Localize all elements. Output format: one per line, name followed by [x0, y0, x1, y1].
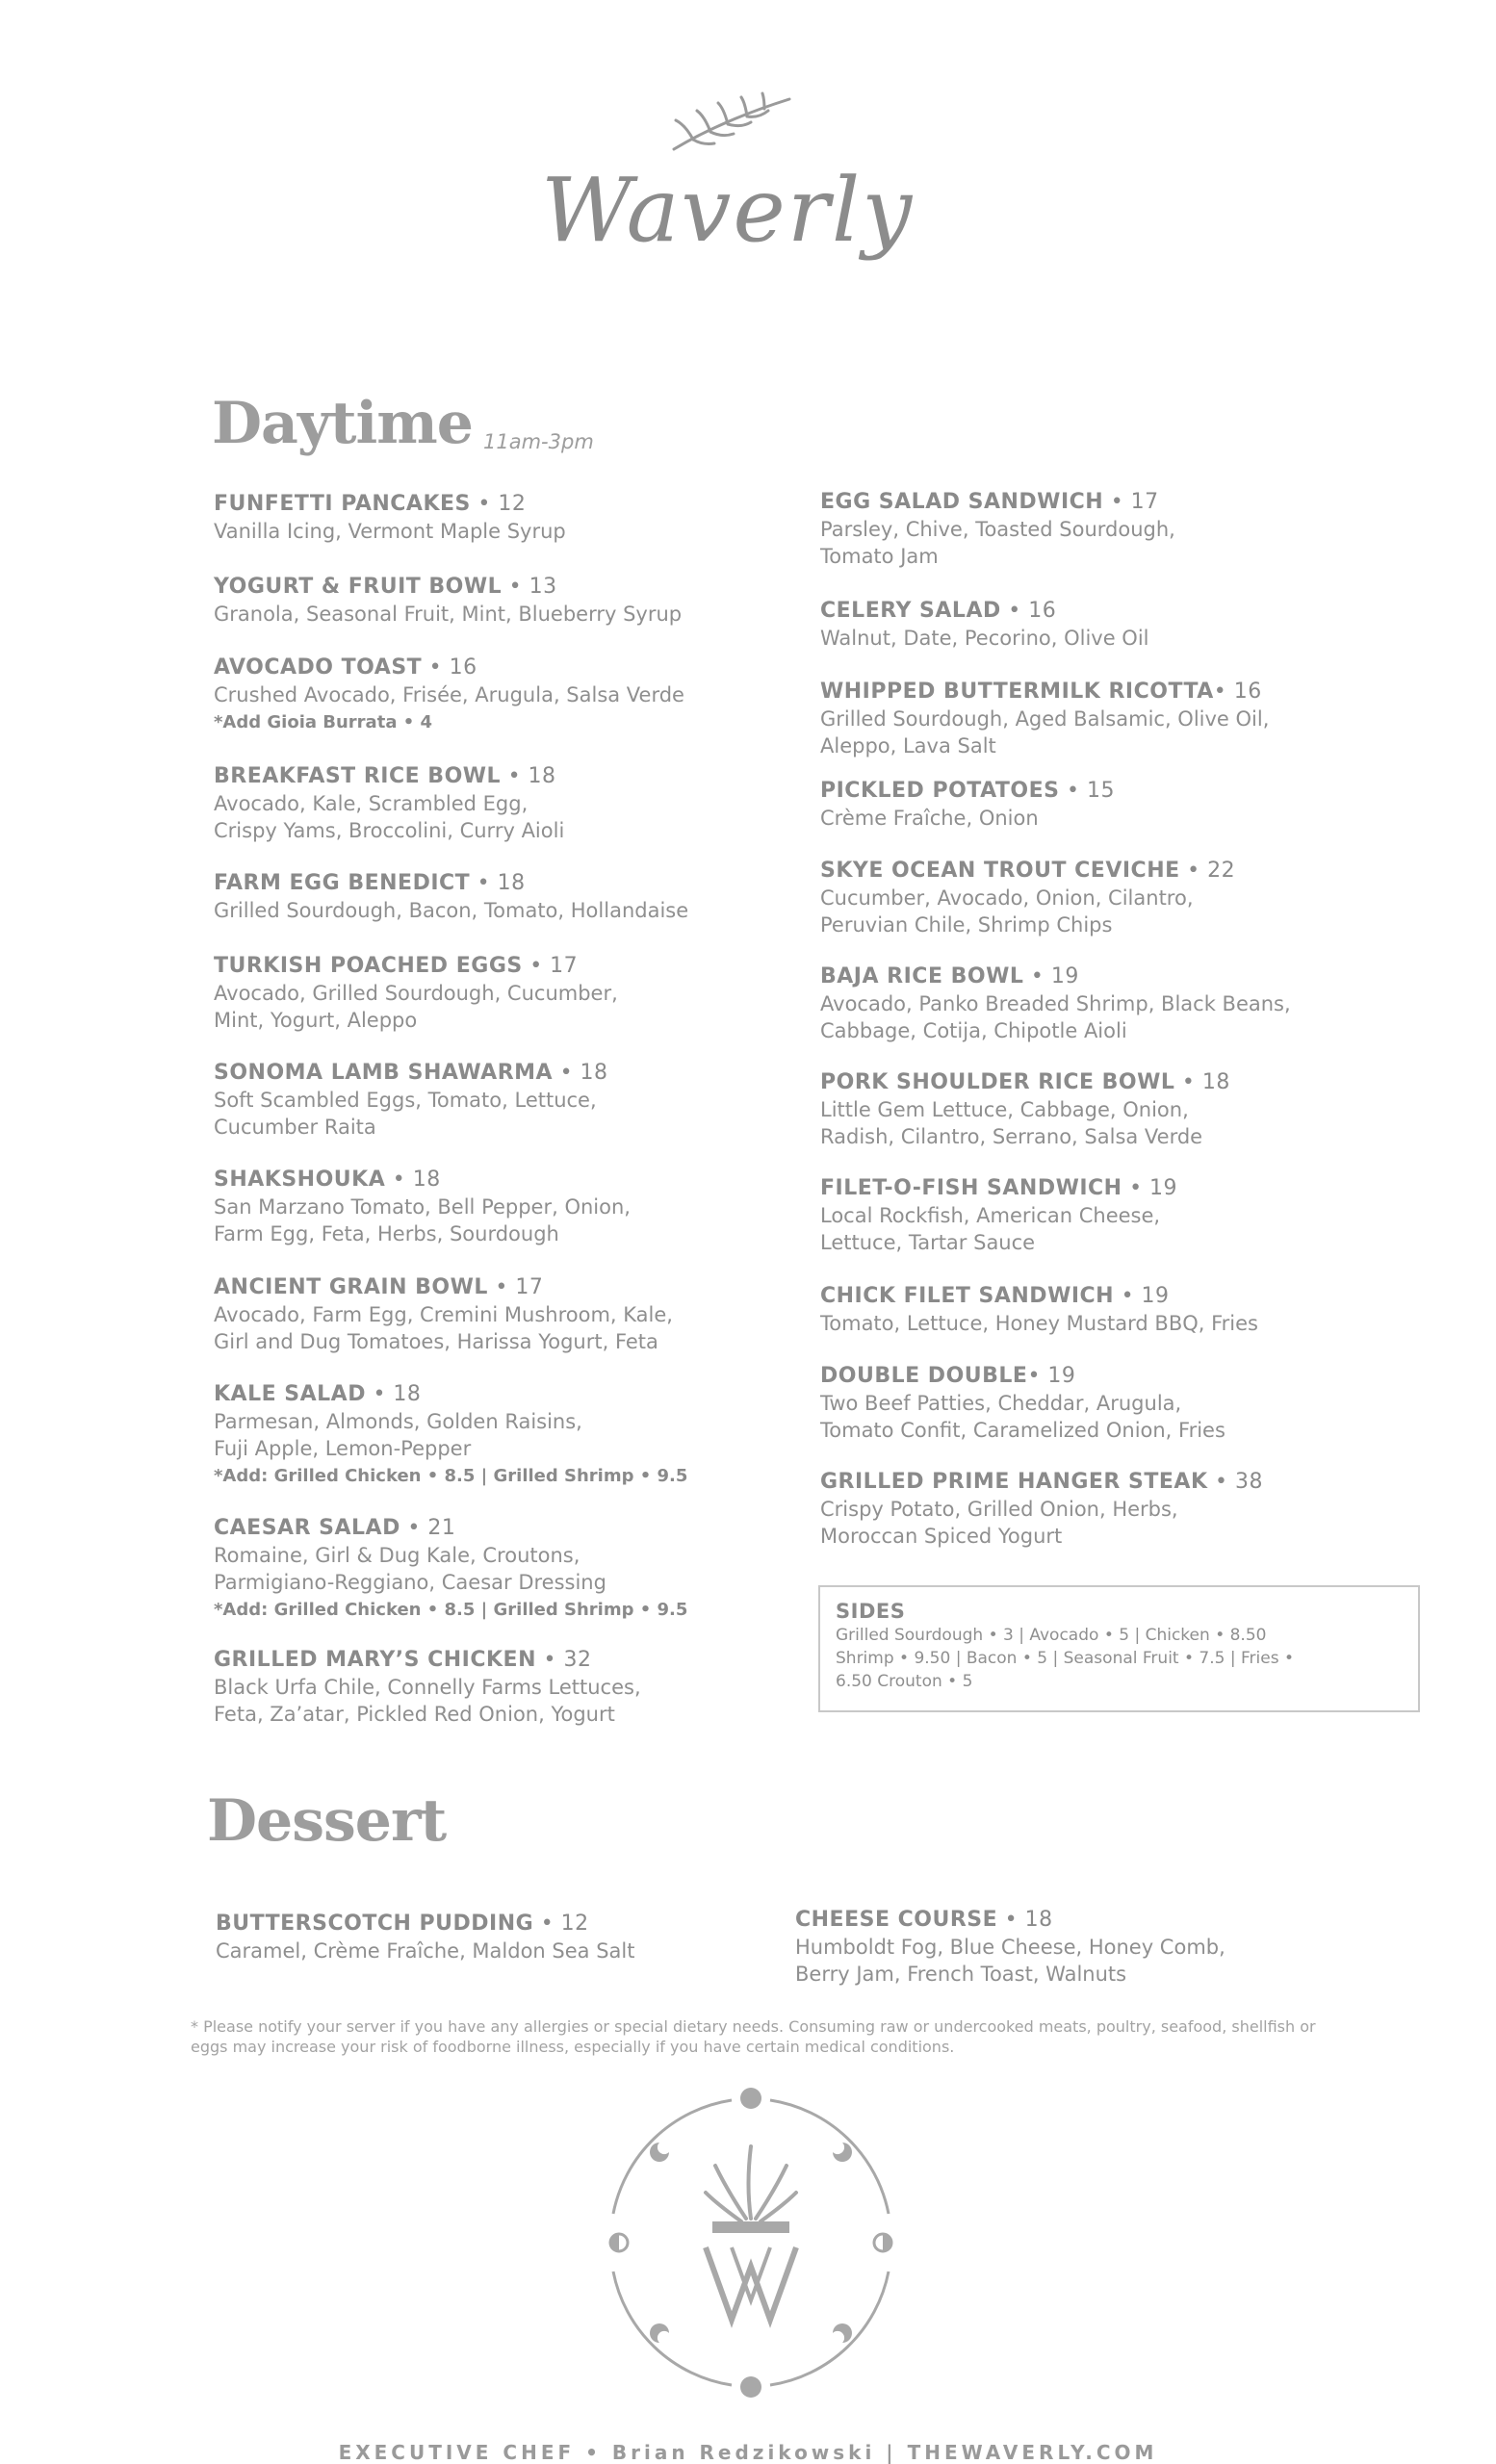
menu-item	[820, 679, 1436, 759]
menu-item	[820, 1283, 1436, 1337]
item-description: Avocado, Farm Egg, Cremini Mushroom, Kale,	[214, 1303, 673, 1326]
menu-item	[820, 1175, 1436, 1256]
item-price: • 32	[536, 1648, 592, 1672]
item-name: BREAKFAST RICE BOWL	[214, 764, 502, 788]
item-price: • 18	[553, 1061, 608, 1085]
item-description: Granola, Seasonal Fruit, Mint, Blueberry Syrup	[214, 603, 683, 626]
item-description: San Marzano Tomato, Bell Pepper, Onion,	[214, 1195, 631, 1219]
item-description: Cucumber Raita	[214, 1116, 376, 1139]
item-description: Avocado, Grilled Sourdough, Cucumber,	[214, 982, 618, 1005]
item-description: Farm Egg, Feta, Herbs, Sourdough	[214, 1222, 559, 1245]
item-description: Little Gem Lettuce, Cabbage, Onion,	[820, 1098, 1189, 1121]
allergy-notice: * Please notify your server if you have any allergies or special dietary needs. Consuming raw or undercooked meats, poultry, seafood, shellfish or eggs may increase your risk of foodborne illness, especially if you have certain medical conditions.	[191, 2017, 1316, 2056]
item-description: Crispy Yams, Broccolini, Curry Aioli	[214, 819, 565, 842]
menu-item	[820, 598, 1436, 652]
item-name: AVOCADO TOAST	[214, 655, 423, 680]
sides-box	[818, 1585, 1420, 1712]
item-price: • 22	[1179, 859, 1236, 883]
item-description: Humboldt Fog, Blue Cheese, Honey Comb,	[795, 1936, 1225, 1959]
item-name: YOGURT & FRUIT BOWL	[214, 575, 503, 599]
item-price: • 17	[487, 1275, 544, 1299]
item-description: Radish, Cilantro, Serrano, Salsa Verde	[820, 1125, 1203, 1148]
item-price: • 15	[1059, 779, 1115, 803]
menu-item	[820, 1069, 1436, 1150]
item-description: Tomato Jam	[820, 545, 939, 568]
item-name: EGG SALAD SANDWICH	[820, 490, 1104, 514]
item-description: Grilled Sourdough, Aged Balsamic, Olive Oil,	[820, 707, 1270, 731]
menu-item	[820, 778, 1436, 832]
item-addon: *Add Gioia Burrata • 4	[214, 712, 433, 732]
menu-item	[214, 1515, 830, 1625]
item-price: • 38	[1207, 1470, 1263, 1494]
item-price: • 19	[1027, 1364, 1076, 1388]
brand-wordmark: Waverly	[541, 159, 915, 262]
item-name: CHEESE COURSE	[795, 1908, 998, 1932]
menu-item	[214, 870, 830, 924]
menu-item	[214, 491, 830, 545]
menu-item	[214, 574, 830, 628]
item-description: Caramel, Crème Fraîche, Maldon Sea Salt	[216, 1939, 635, 1963]
item-name: FILET-O-FISH SANDWICH	[820, 1176, 1122, 1200]
menu-item	[820, 858, 1436, 938]
item-price: • 18	[365, 1382, 422, 1406]
item-description: Walnut, Date, Pecorino, Olive Oil	[820, 627, 1149, 650]
menu-item	[820, 1469, 1436, 1550]
menu-item	[820, 1363, 1436, 1444]
item-price: • 18	[501, 764, 556, 788]
item-name: WHIPPED BUTTERMILK RICOTTA	[820, 680, 1214, 704]
menu-item	[214, 1381, 830, 1491]
menu-item	[214, 953, 830, 1034]
item-description: Tomato, Lettuce, Honey Mustard BBQ, Fries	[820, 1312, 1258, 1335]
menu-item	[214, 1647, 830, 1728]
item-description: Peruvian Chile, Shrimp Chips	[820, 913, 1113, 937]
menu-item	[214, 763, 830, 844]
item-name: SHAKSHOUKA	[214, 1168, 386, 1192]
item-description: Berry Jam, French Toast, Walnuts	[795, 1963, 1127, 1986]
item-description: Crushed Avocado, Frisée, Arugula, Salsa Verde	[214, 683, 684, 706]
item-price: • 19	[1114, 1284, 1170, 1308]
daytime-title: Daytime	[212, 390, 473, 457]
dessert-title: Dessert	[207, 1787, 447, 1855]
item-description: Black Urfa Chile, Connelly Farms Lettuces,	[214, 1676, 641, 1699]
item-price: • 21	[400, 1516, 456, 1540]
menu-item	[820, 963, 1436, 1044]
footer-credits: EXECUTIVE CHEF • Brian Redzikowski | THEWAVERLY.COM	[338, 2441, 1158, 2464]
item-description: Cabbage, Cotija, Chipotle Aioli	[820, 1019, 1127, 1042]
item-description: Two Beef Patties, Cheddar, Arugula,	[820, 1392, 1182, 1415]
item-price: • 19	[1122, 1176, 1178, 1200]
item-name: TURKISH POACHED EGGS	[214, 954, 523, 978]
item-description: Crème Fraîche, Onion	[820, 807, 1039, 830]
item-description: Avocado, Panko Breaded Shrimp, Black Beans,	[820, 992, 1291, 1015]
item-name: CELERY SALAD	[820, 599, 1001, 623]
item-name: GRILLED PRIME HANGER STEAK	[820, 1470, 1208, 1494]
menu-item	[216, 1911, 832, 1964]
item-description: Avocado, Kale, Scrambled Egg,	[214, 792, 529, 815]
menu-item	[214, 1060, 830, 1141]
item-description: Vanilla Icing, Vermont Maple Syrup	[214, 520, 566, 543]
item-price: • 18	[385, 1168, 441, 1192]
item-name: BAJA RICE BOWL	[820, 964, 1024, 988]
item-name: CAESAR SALAD	[214, 1516, 400, 1540]
item-description: Moroccan Spiced Yogurt	[820, 1525, 1063, 1548]
item-name: SKYE OCEAN TROUT CEVICHE	[820, 859, 1180, 883]
daytime-hours: 11am-3pm	[483, 430, 594, 453]
sides-line: Grilled Sourdough • 3 | Avocado • 5 | Chicken • 8.50	[836, 1626, 1267, 1645]
moon-phase-ring-emblem-icon	[592, 2079, 910, 2406]
item-description: Tomato Confit, Caramelized Onion, Fries	[820, 1419, 1225, 1442]
item-name: DOUBLE DOUBLE	[820, 1364, 1028, 1388]
item-description: Crispy Potato, Grilled Onion, Herbs,	[820, 1498, 1178, 1521]
item-description: Soft Scambled Eggs, Tomato, Lettuce,	[214, 1089, 597, 1112]
waverly-logo	[520, 91, 915, 303]
sides-line: 6.50 Crouton • 5	[836, 1672, 973, 1691]
item-description: Parmesan, Almonds, Golden Raisins,	[214, 1410, 582, 1433]
item-description: Grilled Sourdough, Bacon, Tomato, Hollandaise	[214, 899, 689, 922]
item-description: Feta, Za’atar, Pickled Red Onion, Yogurt	[214, 1703, 615, 1726]
item-addon: *Add: Grilled Chicken • 8.5 | Grilled Shrimp • 9.5	[214, 1466, 688, 1486]
item-price: • 18	[997, 1908, 1053, 1932]
item-price: • 19	[1023, 964, 1079, 988]
item-description: Girl and Dug Tomatoes, Harissa Yogurt, Feta	[214, 1330, 658, 1353]
item-price: • 16	[1000, 599, 1057, 623]
item-name: FARM EGG BENEDICT	[214, 871, 471, 895]
item-price: • 18	[470, 871, 526, 895]
item-price: • 17	[522, 954, 579, 978]
menu-item	[795, 1907, 1411, 1988]
item-description: Cucumber, Avocado, Onion, Cilantro,	[820, 886, 1194, 910]
item-price: • 16	[1213, 680, 1262, 704]
item-price: • 13	[502, 575, 557, 599]
item-description: Fuji Apple, Lemon-Pepper	[214, 1437, 472, 1460]
menu-item	[214, 1167, 830, 1247]
menu-item	[820, 489, 1436, 570]
item-price: • 18	[1174, 1070, 1230, 1094]
item-description: Lettuce, Tartar Sauce	[820, 1231, 1036, 1254]
item-price: • 16	[422, 655, 477, 680]
item-name: KALE SALAD	[214, 1382, 366, 1406]
sides-title: SIDES	[836, 1600, 906, 1623]
leaf-sprig-icon	[664, 91, 799, 159]
sides-line: Shrimp • 9.50 | Bacon • 5 | Seasonal Fruit • 7.5 | Fries •	[836, 1649, 1294, 1668]
item-name: PICKLED POTATOES	[820, 779, 1060, 803]
item-description: Parmigiano-Reggiano, Caesar Dressing	[214, 1571, 606, 1594]
item-description: Parsley, Chive, Toasted Sourdough,	[820, 518, 1175, 541]
item-name: GRILLED MARY’S CHICKEN	[214, 1648, 536, 1672]
item-name: FUNFETTI PANCAKES	[214, 492, 471, 516]
item-name: ANCIENT GRAIN BOWL	[214, 1275, 488, 1299]
menu-item	[214, 654, 830, 737]
item-price: • 17	[1103, 490, 1159, 514]
menu-item	[214, 1274, 830, 1355]
item-description: Mint, Yogurt, Aleppo	[214, 1009, 418, 1032]
item-name: BUTTERSCOTCH PUDDING	[216, 1912, 534, 1936]
item-name: SONOMA LAMB SHAWARMA	[214, 1061, 554, 1085]
item-description: Aleppo, Lava Salt	[820, 734, 996, 757]
item-name: PORK SHOULDER RICE BOWL	[820, 1070, 1175, 1094]
item-price: • 12	[470, 492, 527, 516]
item-description: Local Rockfish, American Cheese,	[820, 1204, 1161, 1227]
item-description: Romaine, Girl & Dug Kale, Croutons,	[214, 1544, 580, 1567]
item-name: CHICK FILET SANDWICH	[820, 1284, 1115, 1308]
item-price: • 12	[533, 1912, 589, 1936]
item-addon: *Add: Grilled Chicken • 8.5 | Grilled Shrimp • 9.5	[214, 1600, 688, 1620]
